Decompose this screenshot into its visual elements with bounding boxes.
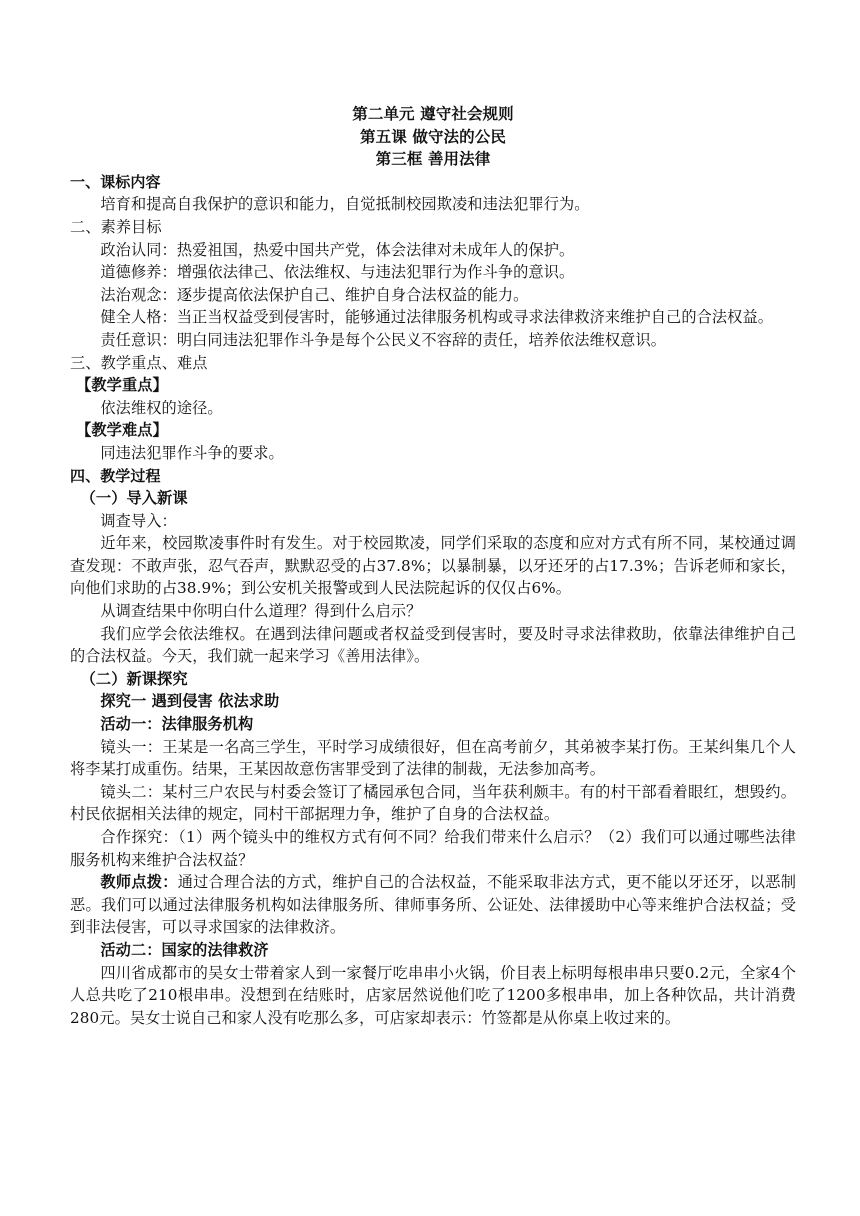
teacher-tip-text: 通过合理合法的方式，维护自己的合法权益，不能采取非法方式，更不能以牙还牙，以恶制恶。我们可以通过法律服务机构如法律服务所、律师事务所、公证处、法律援助中心等来维护合法权益；受到非法侵害，可以寻求国家的法律救济。 — [70, 873, 797, 937]
goal-law: 法治观念：逐步提高依法保护自己、维护自身合法权益的能力。 — [100, 285, 529, 304]
key-text: 依法维权的途径。 — [100, 398, 223, 417]
heading-goals: 二、素养目标 — [70, 217, 162, 236]
survey-paragraph: 近年来，校园欺凌事件时有发生。对于校园欺凌，同学们采取的态度和应对方式有所不同，某校通过调查发现：不敢声张，忍气吞声，默默忍受的占37.8%；以暴制暴，以牙还牙的占17.3%；告诉老师和家长，向他们求助的占38.9%；到公安机关报警或到人民法院起诉的仅仅占6%。 — [70, 534, 796, 598]
section-title: 第三框 善用法律 — [375, 150, 491, 169]
activity-one-title: 活动一：法律服务机构 — [100, 715, 254, 734]
lesson-title: 第五课 做守法的公民 — [360, 127, 506, 146]
unit-title: 第二单元 遵守社会规则 — [352, 105, 514, 123]
explore-one-title: 探究一 遇到侵害 依法求助 — [100, 692, 280, 711]
goal-personality: 健全人格：当正当权益受到侵害时，能够通过法律服务机构或寻求法律救济来维护自己的合法权益。 — [100, 308, 774, 327]
goal-responsibility: 责任意识：明白同违法犯罪作斗争是每个公民义不容辞的责任，培养依法维权意识。 — [100, 330, 667, 349]
intro-conclusion: 我们应学会依法维权。在遇到法律问题或者权益受到侵害时，要及时寻求法律救助，依靠法律维护自己的合法权益。今天，我们就一起来学习《善用法律》。 — [70, 624, 796, 666]
shot-one: 镜头一：王某是一名高三学生，平时学习成绩很好，但在高考前夕，其弟被李某打伤。王某纠集几个人将李某打成重伤。结果，王某因故意伤害罪受到了法律的制裁，无法参加高考。 — [70, 737, 796, 779]
teacher-tip-label: 教师点拨： — [100, 873, 178, 892]
shot-two: 镜头二：某村三户农民与村委会签订了橘园承包合同，当年获利颇丰。有的村干部看着眼红，想毁约。村民依据相关法律的规定，同村干部据理力争，维护了自身的合法权益。 — [70, 782, 796, 824]
teacher-tip — [70, 871, 796, 939]
cooperative-inquiry: 合作探究：（1）两个镜头中的维权方式有何不同？给我们带来什么启示？（2）我们可以通过哪些法律服务机构来维护合法权益？ — [70, 828, 796, 869]
document-page — [70, 103, 796, 1029]
goal-moral: 道德修养：增强依法律己、依法维权、与违法犯罪行为作斗争的意识。 — [100, 263, 575, 282]
heading-process: 四、教学过程 — [70, 466, 161, 485]
activity-two-title: 活动二：国家的法律救济 — [100, 940, 269, 959]
survey-question: 从调查结果中你明白什么道理？得到什么启示？ — [100, 602, 422, 621]
heading-new-lesson: （二）新课探究 — [80, 669, 188, 688]
goal-political: 政治认同：热爱祖国，热爱中国共产党，体会法律对未成年人的保护。 — [100, 240, 575, 259]
difficulty-text: 同违法犯罪作斗争的要求。 — [100, 443, 284, 462]
curriculum-text: 培育和提高自我保护的意识和能力，自觉抵制校园欺凌和违法犯罪行为。 — [100, 195, 590, 214]
key-label: 【教学重点】 — [76, 376, 168, 395]
heading-intro: （一）导入新课 — [80, 489, 188, 508]
heading-key-points: 三、教学重点、难点 — [70, 353, 208, 372]
heading-curriculum: 一、课标内容 — [70, 172, 161, 191]
case-paragraph: 四川省成都市的吴女士带着家人到一家餐厅吃串串小火锅，价目表上标明每根串串只要0.2元，全家4个人总共吃了210根串串。没想到在结账时，店家居然说他们吃了1200多根串串，加上各种饮品，共计消费280元。吴女士说自己和家人没有吃那么多，可店家却表示：竹签都是从你桌上收过来的。 — [70, 963, 796, 1027]
difficulty-label: 【教学难点】 — [76, 421, 168, 440]
intro-label: 调查导入： — [100, 511, 177, 530]
